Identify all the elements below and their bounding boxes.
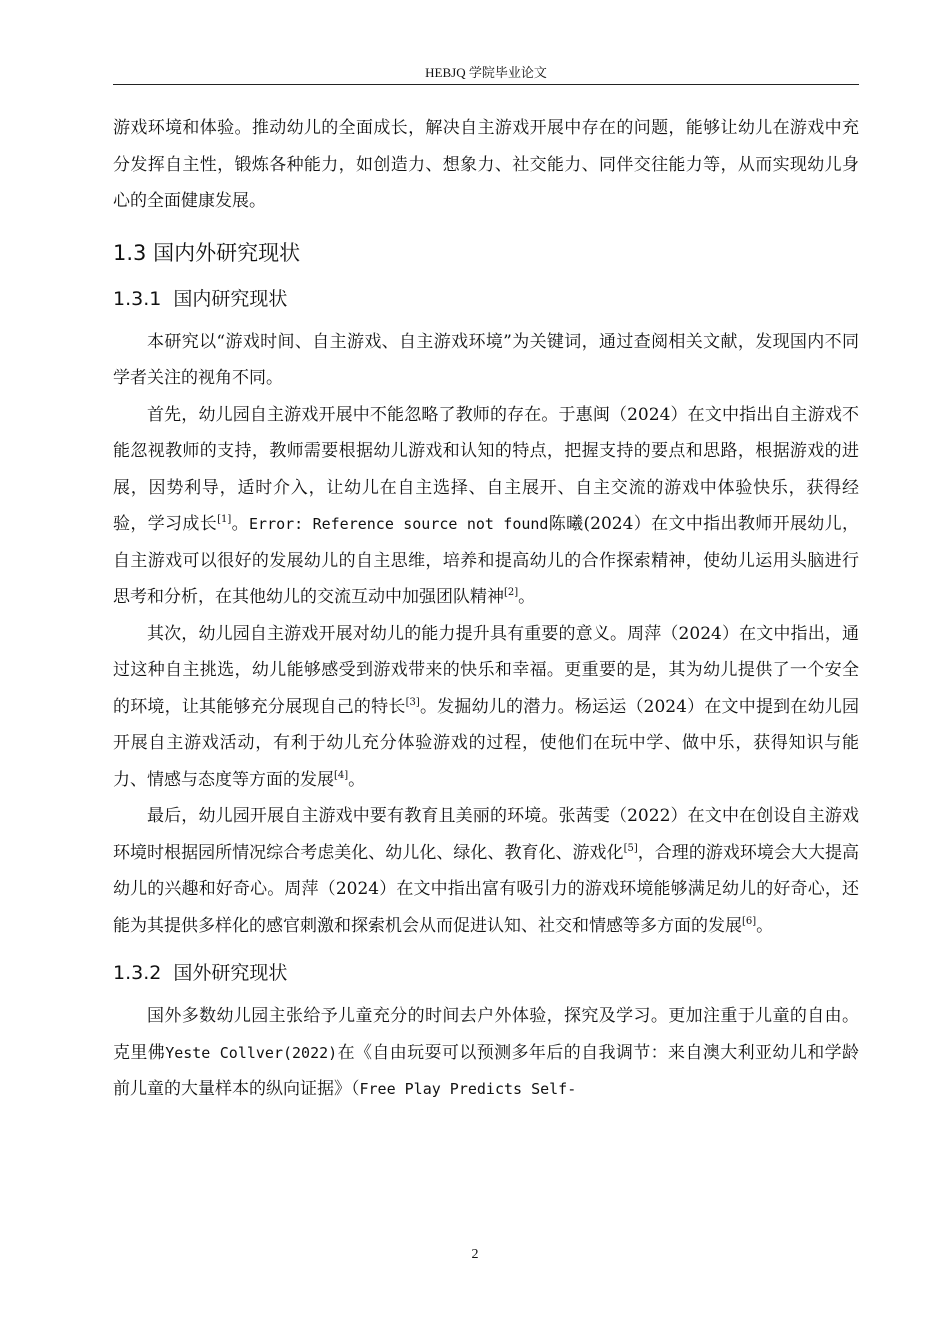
citation-1[interactable]: [1] [217,514,232,525]
subsection-title: 国外研究现状 [173,962,288,984]
english-title-fragment: Free Play Predicts Self- [359,1080,577,1098]
text-run: 首先，幼儿园自主游戏开展中不能忽略了教师的存在。于惠闽（2024）在文中指出自主游戏不能忽视教师的支持，教师需要根据幼儿游戏和认知的特点，把握支持的要点和思路，根据游戏的进展，因势利导，适时介入，让幼儿在自主选择、自主展开、自主交流的游戏中体验快乐，获得经验，学习成长 [113,404,859,534]
text-run: 国外多数幼儿园主张给予儿童充分的时间去户外体验，探究及学习。更加注重于儿童的自由。克里佛 [113,1006,859,1063]
citation-5[interactable]: [5] [623,842,638,854]
text-run: 。 [231,514,250,534]
text-run: 在《自由玩耍可以预测多年后的自我调节：来自澳大利亚幼儿和学龄前儿童的大量样本的纵向证据》（ [113,1042,859,1099]
paragraph-keywords: 本研究以“游戏时间、自主游戏、自主游戏环境”为关键词，通过查阅相关文献，发现国内不同学者关注的视角不同。 [113,331,859,388]
running-header: HEBJQ 学院毕业论文 [425,65,547,80]
citation-3[interactable]: [3] [405,696,420,708]
text-run: 最后，幼儿园开展自主游戏中要有教育且美丽的环境。张茜雯（2022）在文中在创设自主游戏环境时根据园所情况综合考虑美化、幼儿化、绿化、教育化、游戏化 [113,806,859,863]
subsection-heading-1-3-2 [113,958,859,988]
subsection-number: 1.3.2 [113,962,162,984]
paragraph-environment [113,798,859,944]
text-run: 。 [756,915,774,936]
header-rule [113,84,859,85]
citation-6[interactable]: [6] [742,915,757,927]
paragraph-intro-continuation: 游戏环境和体验。推动幼儿的全面成长，解决自主游戏开展中存在的问题，能够让幼儿在游戏中充分发挥自主性，锻炼各种能力，如创造力、想象力、社交能力、同伴交往能力等，从而实现幼儿身心的全面健康发展。 [113,118,859,211]
text-run: 。 [348,769,366,790]
text-run: 。 [518,587,536,607]
page-number: 2 [471,1247,479,1262]
text-run: 。发掘幼儿的潜力。杨运运（2024）在文中提到在幼儿园开展自主游戏活动，有利于幼儿充分体验游戏的过程，使他们在玩中学、做中乐，获得知识与能力、情感与态度等方面的发展 [113,696,860,790]
text-run: ，合理的游戏环境会大大提高幼儿的兴趣和好奇心。周萍（2024）在文中指出富有吸引力的游戏环境能够满足幼儿的好奇心，还能为其提供多样化的感官刺激和探索机会从而促进认知、社交和情感等多方面的发展 [113,842,859,936]
author-name: Yeste Collver(2022) [165,1043,338,1062]
paragraph-ability-improvement [113,616,859,799]
paragraph-foreign-research [113,998,859,1108]
paragraph-teacher-role [113,397,859,616]
reference-error-text: Error: Reference source not found [249,515,549,533]
subsection-number: 1.3.1 [113,287,162,310]
text-run: 陈曦(2024）在文中指出教师开展幼儿，自主游戏可以很好的发展幼儿的自主思维，培养和提高幼儿的合作探索精神，使幼儿运用头脑进行思考和分析，在其他幼儿的交流互动中加强团队精神 [113,514,860,607]
text-run: 其次，幼儿园自主游戏开展对幼儿的能力提升具有重要的意义。周萍（2024）在文中指出，通过这种自主挑选，幼儿能够感受到游戏带来的快乐和幸福。更重要的是，其为幼儿提供了一个安全的环境，让其能够充分展现自己的特长 [113,623,859,717]
citation-2[interactable]: [2] [504,587,519,598]
section-heading-1-3: 1.3 国内外研究现状 [113,240,301,265]
subsection-title: 国内研究现状 [173,287,288,310]
page-body [113,110,859,1108]
citation-4[interactable]: [4] [334,769,349,781]
subsection-heading-1-3-1 [113,284,859,314]
